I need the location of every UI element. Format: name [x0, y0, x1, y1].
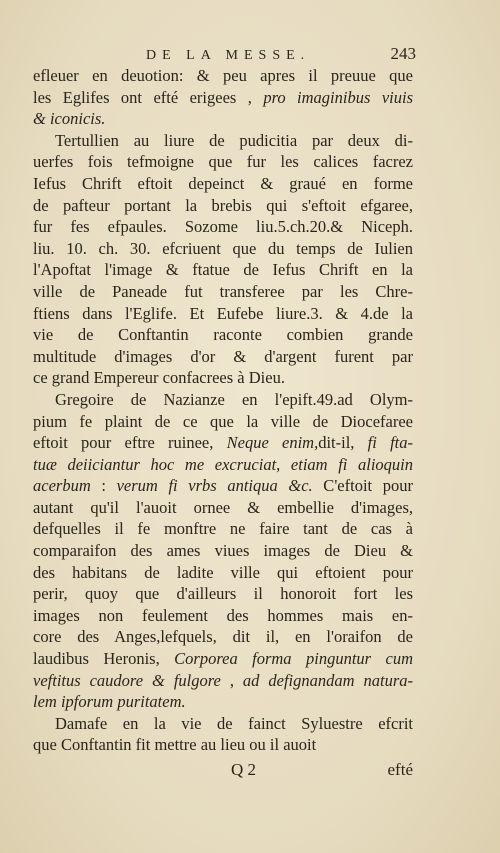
text-run: les Eglifes ont efté erigees ,	[33, 87, 264, 107]
text-run: uerfes fois tefmoigne que fur les calices facrez	[33, 152, 413, 172]
text-line	[33, 734, 413, 756]
italic-text: lem ipforum puritatem.	[33, 692, 186, 712]
text-line	[33, 562, 413, 584]
text-run: que Conftantin fit mettre au lieu ou il auoit	[33, 735, 317, 755]
text-line	[33, 540, 413, 562]
text-line	[33, 367, 413, 389]
text-line	[33, 281, 413, 303]
text-run: ville de Paneade fut transferee par les Chre-	[33, 281, 413, 301]
text-run: pium fe plaint de ce que la ville de Diocefaree	[33, 411, 413, 431]
text-run: defquelles il fe monftre ne faire tant de cas à	[33, 519, 413, 539]
text-line	[33, 195, 413, 217]
text-line	[33, 670, 413, 692]
text-line	[33, 648, 413, 670]
text-run: Tertullien au liure de pudicitia par deux di-	[55, 130, 413, 150]
text-line	[33, 216, 413, 238]
text-run: laudibus Heronis,	[33, 649, 175, 669]
text-run: Iefus Chrift eftoit depeinct & graué en forme	[33, 173, 413, 193]
text-run: fur fes efpaules. Sozome liu.5.ch.20.& Niceph.	[33, 217, 413, 237]
text-run: C'eftoit pour	[312, 476, 413, 496]
text-line	[33, 497, 413, 519]
italic-text: ad defignandam natura-	[242, 670, 413, 690]
text-line	[33, 173, 413, 195]
text-run: ce grand Empereur confacrees à Dieu.	[33, 368, 285, 388]
text-run: dit-il,	[318, 433, 368, 453]
text-line	[33, 87, 413, 109]
text-line	[33, 713, 413, 735]
text-line	[33, 432, 413, 454]
page-number: 243	[390, 44, 416, 63]
text-line	[33, 454, 413, 476]
italic-text: fi fta-	[367, 433, 413, 453]
text-line	[33, 108, 413, 130]
italic-text: tuæ deiiciantur hoc me excruciat	[33, 454, 277, 474]
text-run: eftoit pour eftre ruinee,	[33, 433, 227, 453]
text-run: ftiens dans l'Eglife. Et Eufebe liure.3. & 4.de la	[33, 303, 413, 323]
text-run: images non feulement des hommes mais en-	[33, 605, 413, 625]
text-run: ,	[276, 454, 291, 474]
text-run: perir, quoy que d'ailleurs il honoroit fort les	[33, 584, 413, 604]
catchword: efté	[387, 760, 413, 779]
text-run: de pafteur portant la brebis qui s'eftoit efgaree,	[33, 195, 413, 215]
italic-text: veftitus caudore & fulgore	[33, 670, 221, 690]
text-run: vie de Conftantin raconte combien grande	[33, 325, 413, 345]
text-line	[33, 626, 413, 648]
page-footer	[33, 760, 413, 784]
text-run: efleuer en deuotion: & peu apres il preuue que	[33, 66, 413, 85]
italic-text: acerbum	[33, 476, 91, 496]
text-run: Gregoire de Nazianze en l'epift.49.ad Olym-	[55, 389, 413, 409]
text-line	[33, 518, 413, 540]
text-run: autant qu'il l'auoit ornee & embellie d'images,	[33, 497, 413, 517]
text-run: :	[90, 476, 117, 496]
text-line	[33, 475, 413, 497]
text-line	[33, 324, 413, 346]
text-line	[33, 583, 413, 605]
text-line	[33, 411, 413, 433]
text-line	[33, 691, 413, 713]
text-line	[33, 238, 413, 260]
text-run: liu. 10. ch. 30. efcriuent que du temps de Iulien	[33, 238, 413, 258]
text-run: comparaifon des ames viues images de Dieu &	[33, 541, 413, 561]
text-line	[33, 130, 413, 152]
signature-mark: Q 2	[231, 760, 257, 779]
italic-text: verum fi vrbs antiqua &c.	[116, 476, 313, 496]
text-run: des habitans de ladite ville qui eftoient pour	[33, 562, 413, 582]
text-run: l'Apoftat l'image & ftatue de Iefus Chrift en la	[33, 260, 413, 280]
italic-text: etiam fi alioquin	[290, 454, 413, 474]
italic-text: & iconicis.	[33, 109, 106, 129]
text-line	[33, 605, 413, 627]
italic-text: Corporea forma pinguntur cum	[174, 649, 413, 669]
body-text	[33, 65, 413, 756]
text-line	[33, 346, 413, 368]
text-run: Damafe en la vie de fainct Syluestre efcrit	[55, 713, 413, 733]
text-run: multitude d'images d'or & d'argent furent par	[33, 346, 413, 366]
text-line	[33, 259, 413, 281]
text-line	[33, 151, 413, 173]
italic-text: Neque enim,	[226, 433, 319, 453]
text-run: core des Anges,lefquels, dit il, en l'oraifon de	[33, 627, 413, 647]
running-head: DE LA MESSE.	[146, 48, 311, 63]
text-line	[33, 303, 413, 325]
text-line	[33, 389, 413, 411]
text-run: ,	[220, 670, 243, 690]
text-line	[33, 65, 413, 87]
italic-text: pro imaginibus viuis	[263, 87, 413, 107]
